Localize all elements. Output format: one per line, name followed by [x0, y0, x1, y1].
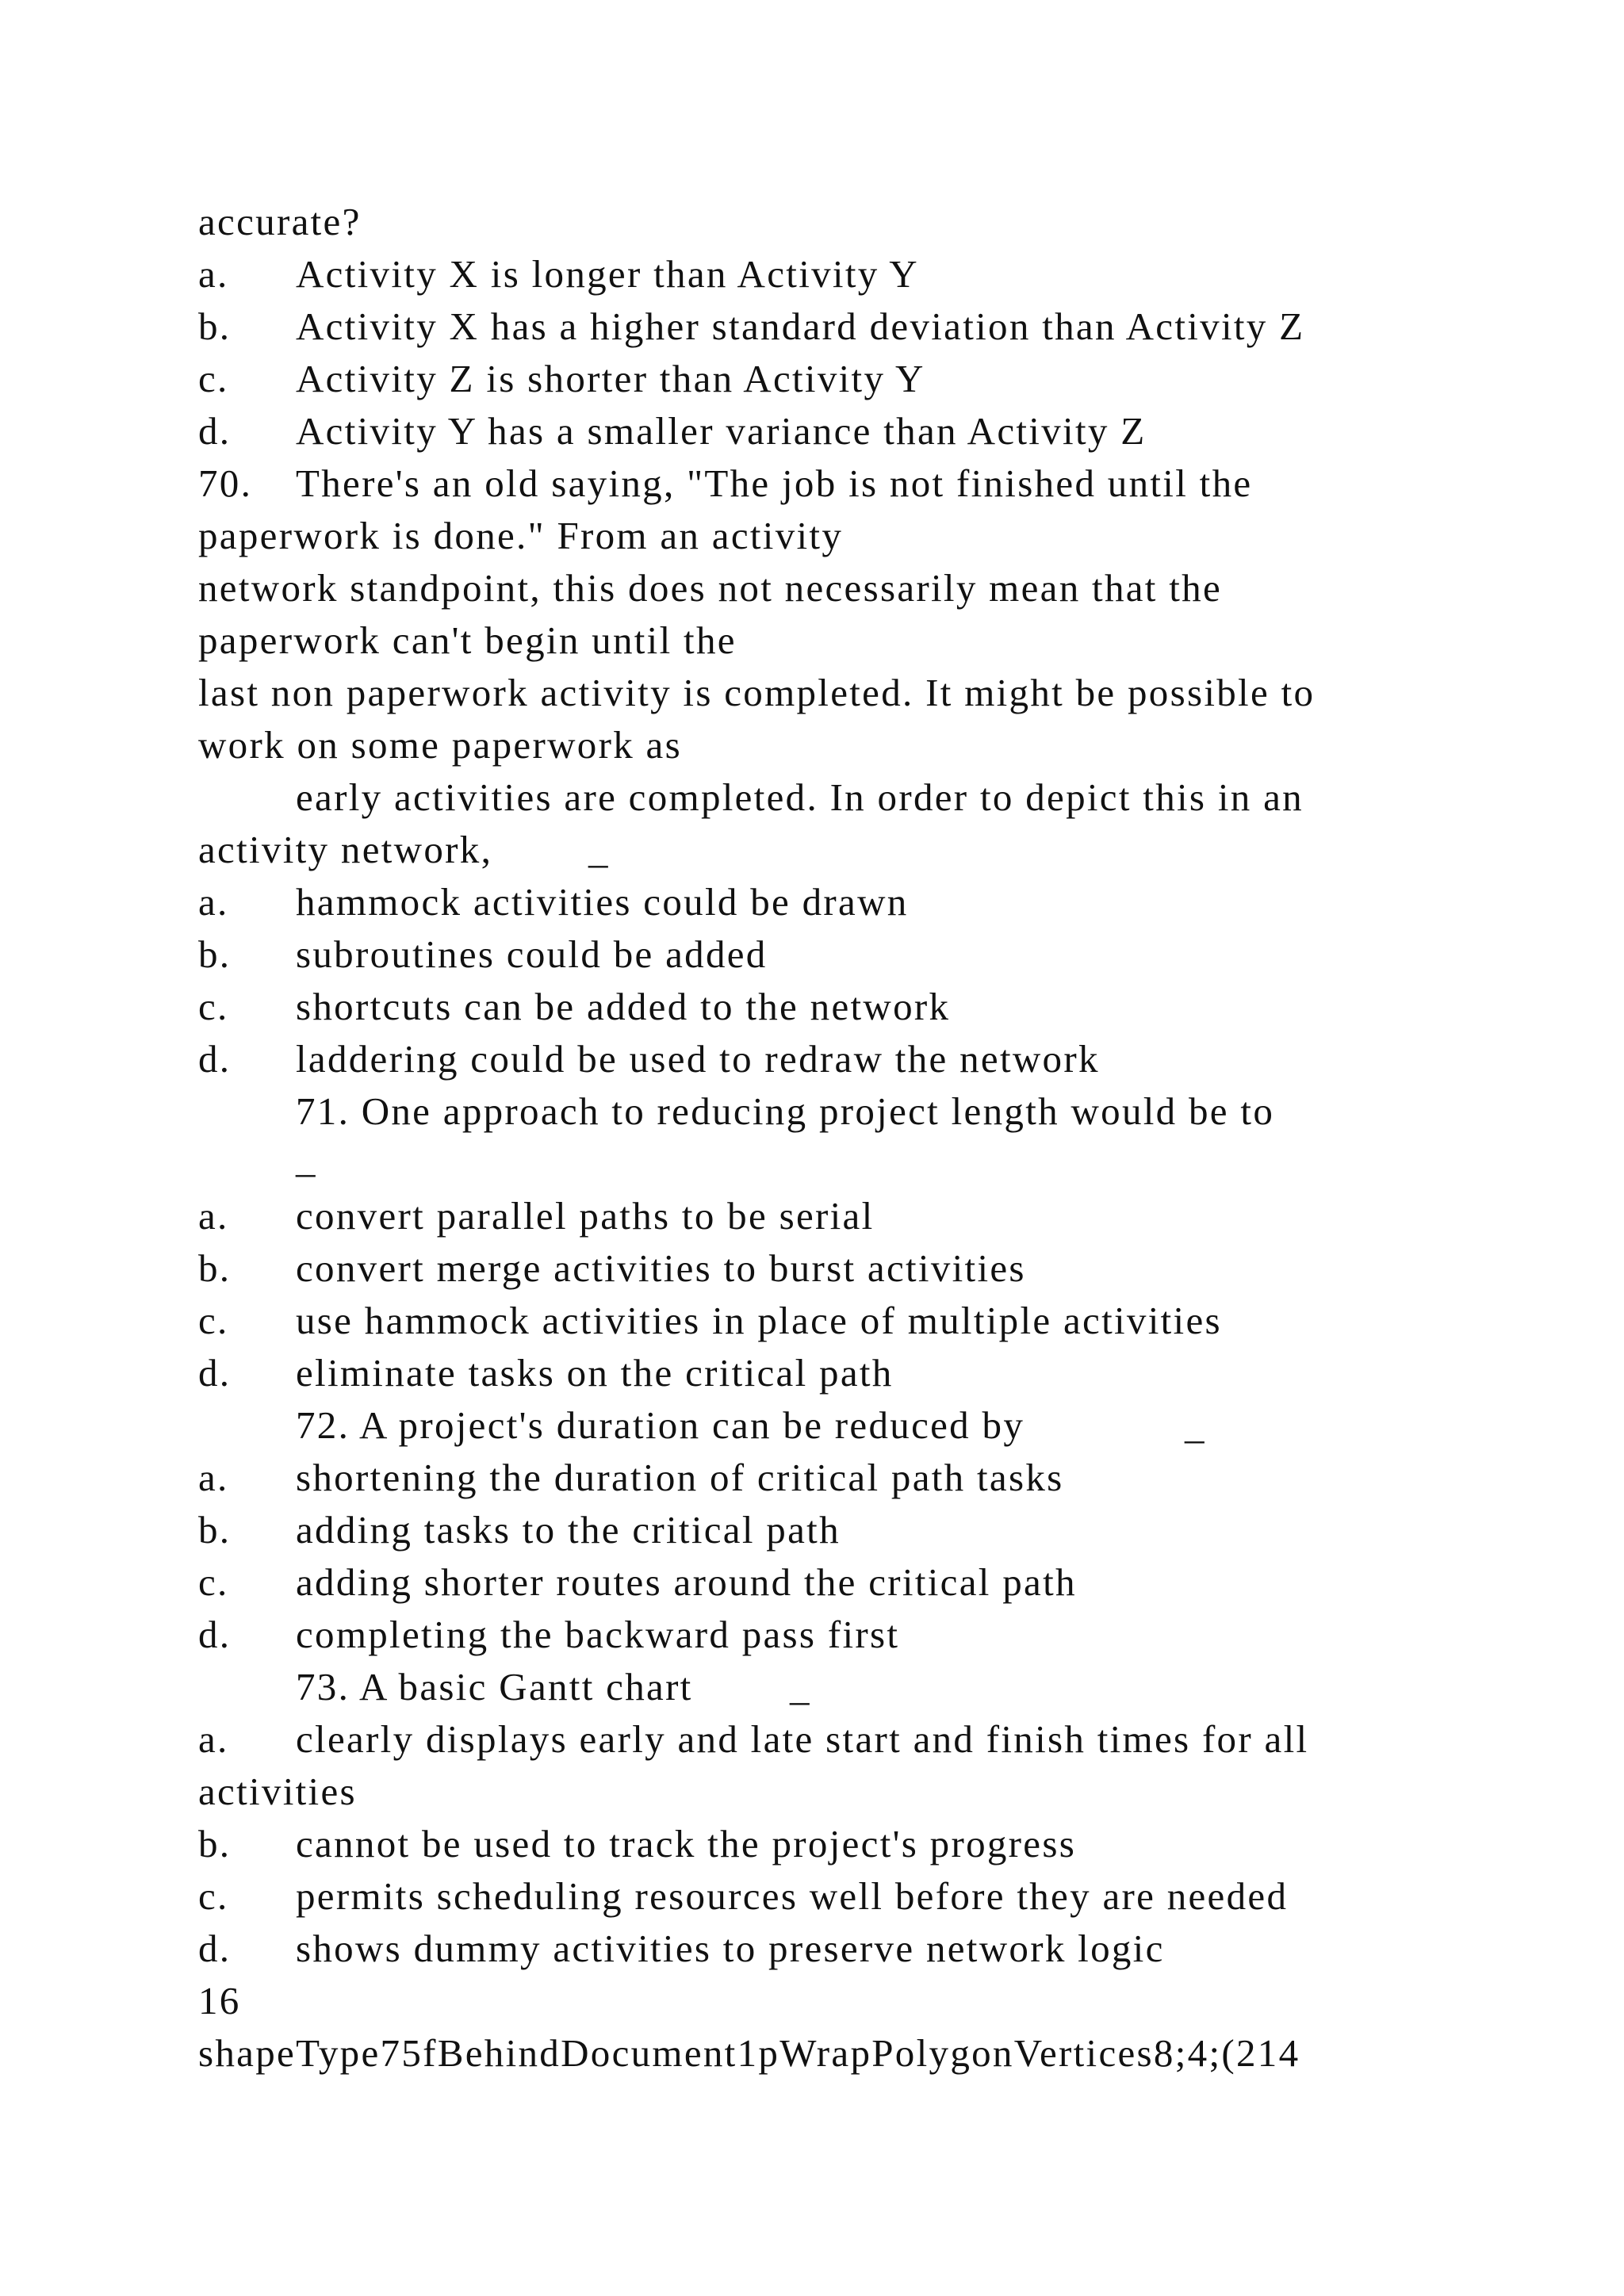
question-69-tail: accurate?: [198, 200, 362, 243]
q73-option-b-letter: b.: [198, 1822, 232, 1866]
q72-option-a-text: shortening the duration of critical path tasks: [296, 1456, 1064, 1499]
question-70-line-4: paperwork can't begin until the: [198, 618, 737, 662]
page-number: 16: [198, 1979, 241, 2022]
shape-artifact-text: shapeType75fBehindDocument1pWrapPolygonVertices8;4;(214: [198, 2031, 1300, 2075]
question-70-line-3: network standpoint, this does not necessarily mean that the: [198, 566, 1223, 610]
q70-option-d-text: laddering could be used to redraw the network: [296, 1037, 1100, 1081]
q69-option-c-text: Activity Z is shorter than Activity Y: [296, 357, 925, 400]
q73-option-d-text: shows dummy activities to preserve network logic: [296, 1927, 1165, 1970]
q72-option-d-letter: d.: [198, 1613, 232, 1656]
q72-option-a-letter: a.: [198, 1456, 229, 1499]
question-70-line-7: early activities are completed. In order to depict this in an: [296, 775, 1304, 819]
q69-option-c-letter: c.: [198, 357, 229, 400]
q71-option-d-text: eliminate tasks on the critical path: [296, 1351, 894, 1395]
q73-option-b-text: cannot be used to track the project's progress: [296, 1822, 1077, 1866]
q72-option-c-text: adding shorter routes around the critical path: [296, 1560, 1077, 1604]
q69-option-d-letter: d.: [198, 409, 232, 453]
q70-option-c-letter: c.: [198, 985, 229, 1028]
q69-option-a-text: Activity X is longer than Activity Y: [296, 252, 919, 296]
q69-option-b-letter: b.: [198, 304, 232, 348]
q69-option-b-text: Activity X has a higher standard deviation than Activity Z: [296, 304, 1305, 348]
question-73-stem: 73. A basic Gantt chart: [296, 1665, 693, 1709]
q71-option-a-letter: a.: [198, 1194, 229, 1238]
q71-option-d-letter: d.: [198, 1351, 232, 1395]
q73-option-a-continuation: activities: [198, 1770, 357, 1813]
question-72-stem: 72. A project's duration can be reduced by: [296, 1403, 1025, 1447]
q70-option-c-text: shortcuts can be added to the network: [296, 985, 951, 1028]
q72-option-b-text: adding tasks to the critical path: [296, 1508, 841, 1552]
q71-option-b-letter: b.: [198, 1246, 232, 1290]
q73-option-c-letter: c.: [198, 1874, 229, 1918]
q70-option-b-text: subroutines could be added: [296, 932, 768, 976]
q73-option-a-text: clearly displays early and late start and finish times for all: [296, 1717, 1309, 1761]
q71-option-c-letter: c.: [198, 1299, 229, 1342]
q72-option-c-letter: c.: [198, 1560, 229, 1604]
q70-option-b-letter: b.: [198, 932, 232, 976]
question-71-blank: _: [296, 1137, 317, 1181]
q69-option-d-text: Activity Y has a smaller variance than Activity Z: [296, 409, 1147, 453]
question-70-line-2: paperwork is done." From an activity: [198, 514, 844, 557]
question-70-line-5: last non paperwork activity is completed. It might be possible to: [198, 671, 1316, 714]
q71-option-a-text: convert parallel paths to be serial: [296, 1194, 875, 1238]
question-71-stem: 71. One approach to reducing project length would be to: [296, 1089, 1275, 1133]
q70-option-a-letter: a.: [198, 880, 229, 924]
q70-option-a-text: hammock activities could be drawn: [296, 880, 909, 924]
question-72-blank: _: [1185, 1403, 1206, 1447]
q69-option-a-letter: a.: [198, 252, 229, 296]
q70-option-d-letter: d.: [198, 1037, 232, 1081]
q71-option-c-text: use hammock activities in place of multiple activities: [296, 1299, 1222, 1342]
q72-option-d-text: completing the backward pass first: [296, 1613, 900, 1656]
question-70-line-1: There's an old saying, "The job is not finished until the: [296, 461, 1253, 505]
q73-option-c-text: permits scheduling resources well before they are needed: [296, 1874, 1289, 1918]
q71-option-b-text: convert merge activities to burst activities: [296, 1246, 1026, 1290]
q72-option-b-letter: b.: [198, 1508, 232, 1552]
q73-option-a-letter: a.: [198, 1717, 229, 1761]
q73-option-d-letter: d.: [198, 1927, 232, 1970]
question-70-line-8: activity network,: [198, 828, 493, 871]
question-70-line-6: work on some paperwork as: [198, 723, 682, 767]
question-73-blank: _: [790, 1665, 811, 1709]
question-70-number: 70.: [198, 461, 253, 505]
question-70-blank: _: [588, 828, 610, 871]
